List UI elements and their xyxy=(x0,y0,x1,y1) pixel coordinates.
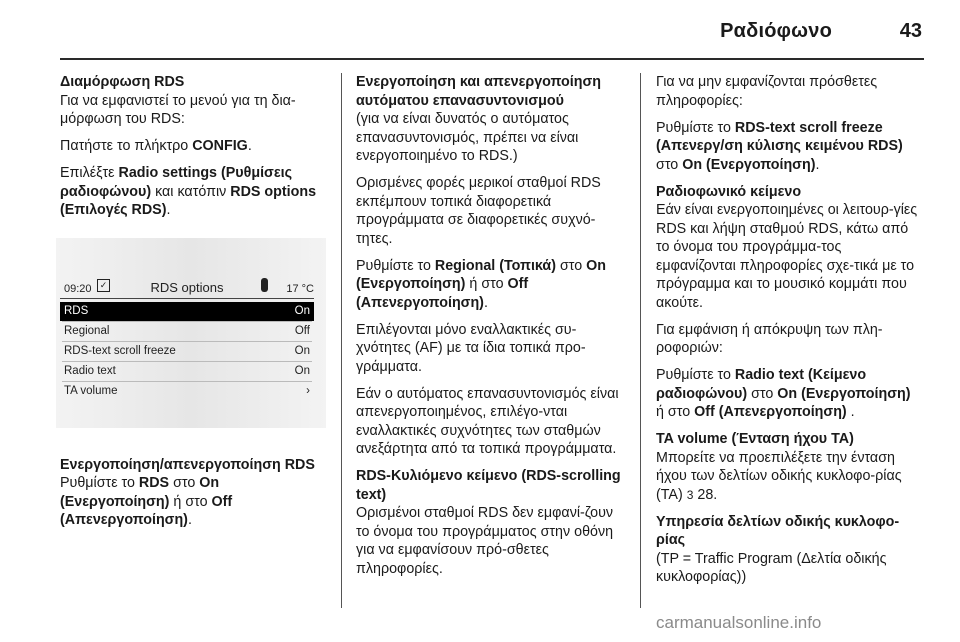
section-heading: Ραδιοφωνικό κείμενο xyxy=(656,183,802,200)
paragraph: Επιλέξτε Radio settings (Ρυθμίσεις ραδιοφώνου) και κατόπιν RDS options (Επιλογές RDS). xyxy=(60,165,317,218)
scrolling-text-section xyxy=(356,467,624,578)
section-title: Ραδιόφωνο xyxy=(720,20,832,42)
paragraph: (για να είναι δυνατός ο αυτόματος επανασυντονισμός, πρέπει να είναι ενεργοποιημένο το RDS.) xyxy=(356,111,579,164)
column-2 xyxy=(356,73,624,587)
paragraph: (TP = Traffic Program (Δελτία οδικής κυκλοφορίας)) xyxy=(656,550,887,585)
page-number: 43 xyxy=(899,20,922,42)
header-rule xyxy=(60,58,924,60)
paragraph: Ρυθμίστε το RDS-text scroll freeze (Απενεργ/ση κύλισης κειμένου RDS) στο On (Ενεργοποίηση). xyxy=(656,119,903,173)
paragraph: Ορισμένες φορές μερικοί σταθμοί RDS εκπέμπουν τοπικά διαφορετικά προγράμματα σε διαφορετικές συχνό-τητες. xyxy=(356,175,601,247)
paragraph: Ορισμένοι σταθμοί RDS δεν εμφανί-ζουν το όνομα του προγράμματος στην οθόνη για να εμφανίσουν πρό-σθετες πληροφορίες. xyxy=(356,505,614,577)
paragraph: Ρυθμίστε το Regional (Τοπικά) στο On (Ενεργοποίηση) ή στο Off (Απενεργοποίηση). xyxy=(356,257,607,311)
paragraph: Εάν είναι ενεργοποιημένες οι λειτουρ-γίες RDS και λήψη σταθμού RDS, κάτω από το όνομα του προγράμμα-τος εμφανίζονται πληροφορίες σχε-τικά με το πρόγραμμα και το μουσικό κομμάτι που ακούτε. xyxy=(656,202,918,311)
temperature: 17 °C xyxy=(286,282,314,295)
menu-item-rds: RDS On xyxy=(60,302,314,321)
watermark: carmanualsonline.info xyxy=(656,613,822,632)
checkmark-icon: ✓ xyxy=(97,279,110,292)
section-heading: Ενεργοποίηση/απενεργοποίηση RDS xyxy=(60,456,315,473)
thermometer-icon xyxy=(261,278,268,292)
paragraph: Για να μην εμφανίζονται πρόσθετες πληροφορίες: xyxy=(656,74,878,109)
section-heading: Υπηρεσία δελτίων οδικής κυκλοφο-ρίας xyxy=(656,513,900,548)
chevron-right-icon: › xyxy=(306,384,310,397)
section-heading: Ενεργοποίηση και απενεργοποίηση αυτόματου επανασυντονισμού xyxy=(356,74,601,109)
regional-section xyxy=(356,73,624,166)
config-key-label: CONFIG xyxy=(192,138,248,154)
rds-config-section xyxy=(60,73,328,129)
section-heading: TA volume (Ένταση ήχου TA) xyxy=(656,431,854,447)
menu-item-radio-text: Radio text On xyxy=(64,364,310,377)
clock-time: 09:20 xyxy=(64,282,92,295)
paragraph: Πατήστε το πλήκτρο CONFIG. xyxy=(60,138,252,154)
rds-options-screen-image xyxy=(56,238,326,428)
paragraph: Για εμφάνιση ή απόκρυψη των πλη-ροφοριών: xyxy=(656,321,883,356)
ta-volume-section: TA volume (Ένταση ήχου TA) Μπορείτε να προεπιλέξετε την ένταση ήχου των δελτίων οδικής κυκλοφο-ρίας (TA) 3 28. xyxy=(656,430,922,504)
paragraph: Ρυθμίστε το Radio text (Κείμενο ραδιοφώνου) στο On (Ενεργοποίηση) ή στο Off (Απενεργοποίηση) . xyxy=(656,367,911,420)
radio-text-section xyxy=(656,183,922,313)
paragraph: Εάν ο αυτόματος επανασυντονισμός είναι απενεργοποιημένος, επιλέγο-νται εναλλακτικές συχνότητες των σταθμών ανεξάρτητα από τα τοπικά προγράμματα. xyxy=(356,385,619,457)
section-heading: Διαμόρφωση RDS xyxy=(60,74,185,90)
rds-toggle-section: Ενεργοποίηση/απενεργοποίηση RDS Ρυθμίστε το RDS στο On (Ενεργοποίηση) ή στο Off (Απενεργοποίηση). xyxy=(60,456,328,530)
screen-title: RDS options xyxy=(150,279,224,295)
menu-item-regional: Regional Off xyxy=(64,324,310,337)
paragraph: Επιλέγονται μόνο εναλλακτικές συ-χνότητες (AF) με τα ίδια τοπικά προ-γράμματα. xyxy=(356,321,586,375)
column-divider xyxy=(640,73,641,608)
page-reference-arrow-icon: 3 xyxy=(686,487,694,502)
menu-item-ta-volume: TA volume › xyxy=(60,382,314,401)
paragraph: Για να εμφανιστεί το μενού για τη δια-μόρφωση του RDS: xyxy=(60,92,296,127)
column-divider xyxy=(341,73,342,608)
menu-item-rds-text-scroll-freeze: RDS-text scroll freeze On xyxy=(64,344,310,357)
column-1 xyxy=(60,73,328,538)
column-3 xyxy=(656,73,922,595)
screen-status-bar xyxy=(60,276,314,299)
traffic-program-section xyxy=(656,513,922,587)
section-heading: RDS-Κυλιόμενο κείμενο (RDS-scrolling text) xyxy=(356,468,621,503)
